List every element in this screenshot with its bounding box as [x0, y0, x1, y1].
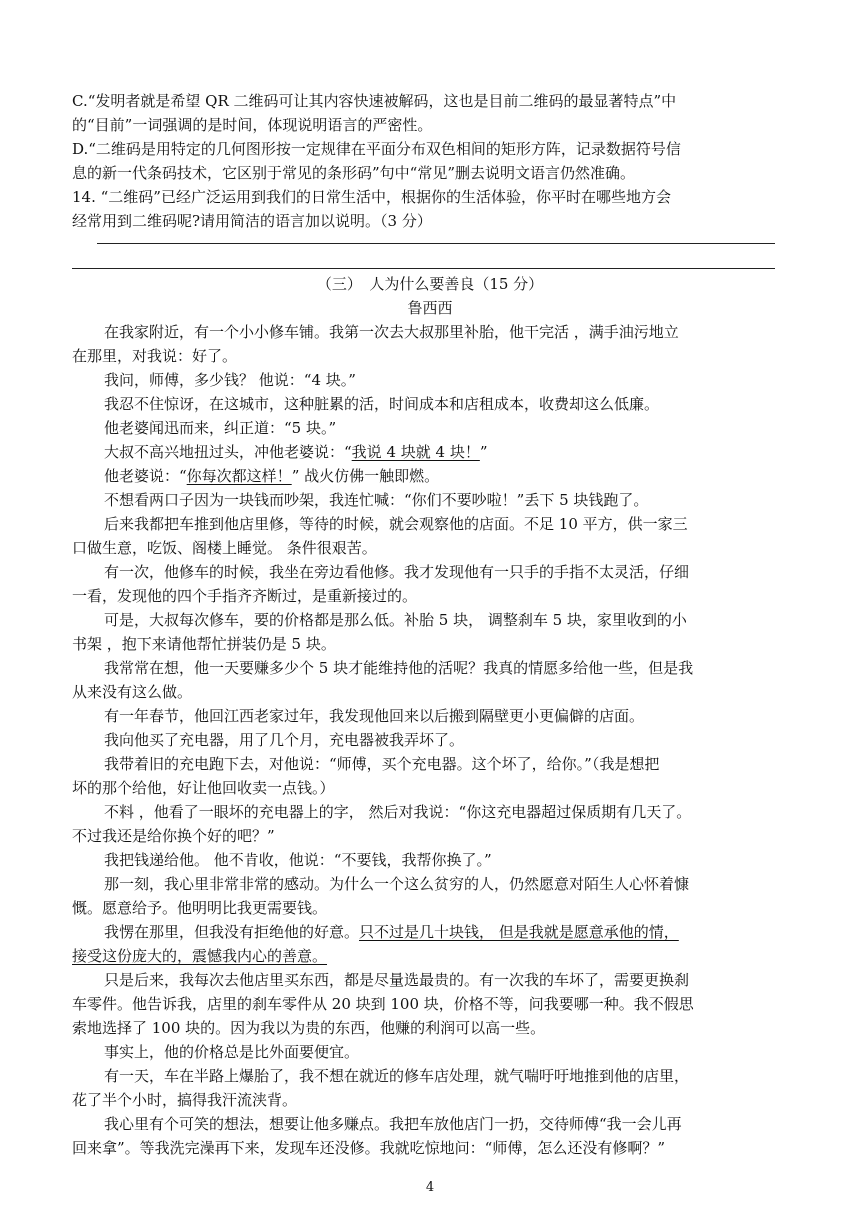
- paragraph: [104, 465, 784, 487]
- question-14-line-1: 14. “二维码”已经广泛运用到我们的日常生活中，根据你的生活体验，你平时在哪些地方会: [72, 188, 671, 206]
- paragraph: 我问，师傅，多少钱？ 他说：“4 块。”: [104, 371, 356, 389]
- paragraph: 一看，发现他的四个手指齐齐断过，是重新接过的。: [72, 587, 418, 605]
- paragraph: 他老婆闻迅而来，纠正道：“5 块。”: [104, 419, 337, 437]
- paragraph: 有一次，他修车的时候，我坐在旁边看他修。我才发现他有一只手的手指不太灵活，仔细: [104, 563, 690, 581]
- paragraph: 回来拿”。等我洗完澡再下来，发现车还没修。我就吃惊地问：“师傅，怎么还没有修啊？”: [72, 1139, 666, 1157]
- text: 他老婆说：“: [104, 467, 187, 485]
- underlined-sentence: 接受这份庞大的，震憾我内心的善意。: [72, 947, 328, 965]
- underlined-sentence: 只不过是几十块钱， 但是我就是愿意承他的情，: [359, 923, 679, 941]
- paragraph: 我把钱递给他。 他不肯收，他说：“不要钱，我帮你换了。”: [104, 851, 492, 869]
- underlined-quote: 你每次都这样！: [186, 467, 292, 485]
- paragraph: 坏的那个给他，好让他回收卖一点钱。）: [72, 779, 335, 797]
- paragraph: 不料 ，他看了一眼坏的充电器上的字， 然后对我说：“你这充电器超过保质期有几天了。: [104, 803, 692, 821]
- paragraph: 书架 ，抱下来请他帮忙拼装仍是 5 块。: [72, 635, 336, 653]
- question-14-line-2: 经常用到二维码呢?请用简洁的语言加以说明。（3 分）: [72, 212, 432, 230]
- paragraph: 慨。愿意给予。他明明比我更需要钱。: [72, 899, 328, 917]
- paragraph: 我向他买了充电器，用了几个月，充电器被我弄坏了。: [104, 731, 465, 749]
- paragraph: 只是后来，我每次去他店里买东西，都是尽量选最贵的。有一次我的车坏了，需要更换刹: [104, 971, 690, 989]
- paragraph: 我忍不住惊讶，在这城市，这种脏累的活，时间成本和店租成本，收费却这么低廉。: [104, 395, 660, 413]
- text: 我愣在那里，但我没有拒绝他的好意。: [104, 923, 360, 941]
- paragraph: 我常常在想，他一天要赚多少个 5 块才能维持他的活呢？我真的情愿多给他一些，但是我: [104, 659, 694, 677]
- paragraph: [104, 441, 784, 463]
- paragraph: 车零件。他告诉我，店里的刹车零件从 20 块到 100 块，价格不等，问我要哪一种。我不假思: [72, 995, 694, 1013]
- paragraph: 我心里有个可笑的想法，想要让他多赚点。我把车放他店门一扔，交待师傅“我一会儿再: [104, 1115, 682, 1133]
- paragraph: [104, 921, 784, 943]
- paragraph: 可是，大叔每次修车，要的价格都是那么低。补胎 5 块， 调整刹车 5 块，家里收到的小: [104, 611, 687, 629]
- paragraph: 索地选择了 100 块的。因为我以为贵的东西，他赚的利润可以高一些。: [72, 1019, 546, 1037]
- paragraph: 有一年春节，他回江西老家过年，我发现他回来以后搬到隔壁更小更偏僻的店面。: [104, 707, 645, 725]
- paragraph: 在那里，对我说：好了。: [72, 347, 238, 365]
- section-heading: （三） 人为什么要善良（15 分）: [316, 275, 544, 293]
- text: 大叔不高兴地扭过头，冲他老婆说：“: [104, 443, 352, 461]
- page-number: 4: [425, 1180, 435, 1195]
- underlined-quote: 我说 4 块就 4 块！: [351, 443, 480, 461]
- paragraph: 不想看两口子因为一块钱而吵架，我连忙喊：“你们不要吵啦！”丢下 5 块钱跑了。: [104, 491, 649, 509]
- paragraph: 有一天，车在半路上爆胎了，我不想在就近的修车店处理，就气喘吁吁地推到他的店里，: [104, 1067, 690, 1085]
- paragraph: 我带着旧的充电跑下去，对他说：“师傅，买个充电器。这个坏了，给你。”（我是想把: [104, 755, 660, 773]
- text: ”: [479, 443, 488, 461]
- answer-line-2: [72, 268, 775, 269]
- paragraph: 从来没有这么做。: [72, 683, 193, 701]
- answer-line-1: [97, 243, 775, 244]
- option-c-line-2: 的“目前”一词强调的是时间，体现说明语言的严密性。: [72, 116, 433, 134]
- paragraph: 在我家附近，有一个小小修车铺。我第一次去大叔那里补胎，他干完活 ，满手油污地立: [104, 323, 679, 341]
- text: ” 战火仿佛一触即燃。: [291, 467, 440, 485]
- paragraph: 后来我都把车推到他店里修，等待的时候，就会观察他的店面。不足 10 平方，供一家三: [104, 515, 688, 533]
- option-d-line-1: D.“二维码是用特定的几何图形按一定规律在平面分布双色相间的矩形方阵，记录数据符号信: [72, 140, 681, 158]
- paragraph: 口做生意，吃饭、阁楼上睡觉。 条件很艰苦。: [72, 539, 377, 557]
- paragraph: 事实上，他的价格总是比外面要便宜。: [104, 1043, 360, 1061]
- paragraph: [72, 945, 784, 967]
- paragraph: 那一刻，我心里非常非常的感动。为什么一个这么贫穷的人，仍然愿意对陌生人心怀着慷: [104, 875, 690, 893]
- option-c-line-1: C.“发明者就是希望 QR 二维码可让其内容快速被解码，这也是目前二维码的最显著特点”中: [72, 92, 677, 110]
- paragraph: 花了半个小时，搞得我汗流浃背。: [72, 1091, 298, 1109]
- paragraph: 不过我还是给你换个好的吧？”: [72, 827, 275, 845]
- article-author: 鲁西西: [407, 299, 453, 317]
- option-d-line-2: 息的新一代条码技术，它区别于常见的条形码”句中“常见”删去说明文语言仍然准确。: [72, 164, 636, 182]
